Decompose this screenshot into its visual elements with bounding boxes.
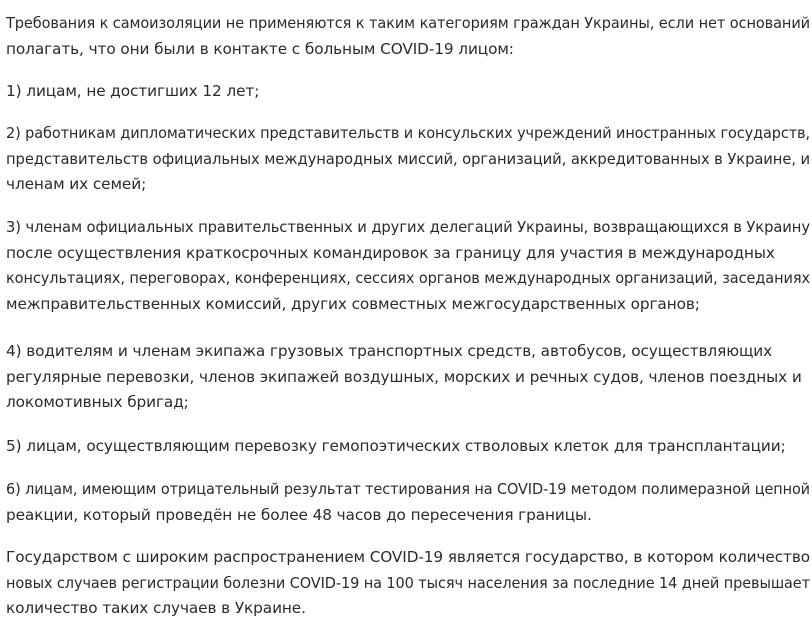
text-line: 6) лицам, имеющим отрицательный результат тестирования на COVID-19 методом полимеразной цепной	[6, 480, 810, 498]
text-line: после осуществления краткосрочных командировок за границу для участия в международных	[6, 243, 775, 262]
text-line: локомотивных бригад;	[6, 393, 189, 411]
text-line: 4) водителям и членам экипажа грузовых транспортных средств, автобусов, осуществляющих	[6, 342, 773, 360]
text-line: 5) лицам, осуществляющим перевозку гемопоэтических стволовых клеток для трансплантации;	[6, 437, 786, 455]
text-line: Требования к самоизоляции не применяются к таким категориям граждан Украины, если нет оснований	[6, 14, 811, 32]
text-line: новых случаев регистрации болезни COVID-19 на 100 тысяч населения за последние 14 дней превышает	[6, 573, 810, 592]
text-line: количество таких случаев в Украине.	[6, 599, 306, 617]
text-line: реакции, который проведён не более 48 часов до пересечения границы.	[6, 505, 592, 524]
text-line: 2) работникам дипломатических представительств и консульских учреждений иностранных государств,	[6, 124, 811, 142]
text-line: Государством с широким распространением COVID-19 является государство, в котором количество	[6, 548, 811, 566]
text-line: членам их семей;	[6, 175, 147, 193]
list-item-5	[6, 434, 786, 460]
text-line: консультациях, переговорах, конференциях, сессиях органов международных организаций, заседаниях	[6, 269, 810, 287]
text-line: 3) членам официальных правительственных и других делегаций Украины, возвращающихся в Украину	[6, 218, 810, 236]
text-line: полагать, что они были в контакте с больным COVID-19 лицом:	[6, 39, 514, 58]
list-item-3	[6, 215, 812, 317]
list-item-4	[6, 339, 802, 416]
list-item-2	[6, 121, 812, 198]
text-line: представительств официальных международных миссий, организаций, аккредитованных в Украине, и	[6, 149, 811, 168]
text-line: регулярные перевозки, членов экипажей воздушных, морских и речных судов, членов поездных и	[6, 367, 802, 386]
list-item-6	[6, 477, 812, 528]
text-line: 1) лицам, не достигших 12 лет;	[6, 82, 260, 100]
list-item-1	[6, 79, 259, 105]
text-line: межправительственных комиссий, других совместных межгосударственных органов;	[6, 294, 700, 313]
intro-paragraph	[6, 11, 812, 62]
definition-paragraph	[6, 545, 812, 622]
